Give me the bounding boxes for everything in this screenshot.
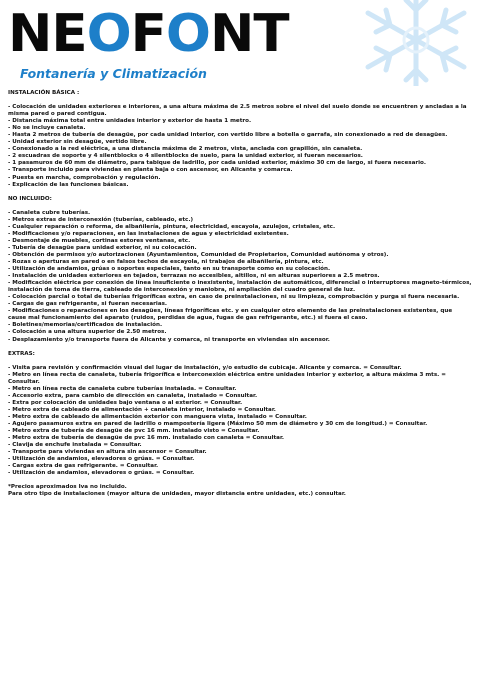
list-item: - No se incluye canaleta.: [8, 125, 86, 132]
list-item: - Modificaciones o reparaciones en los desagües, líneas frigoríficas etc. y en cualquier otro elemento de las preinstalaciones existentes, que cause mal funcionamiento del aparato (ruidos, perdidas de agua, fugas de gas refrigerante, etc.) si fuera el caso.: [8, 308, 453, 322]
list-item: - 1 pasamuros de 60 mm de diámetro, para tabique de ladrillo, por cada unidad exterior, máximo 30 cm de largo, si fuera necesario.: [8, 160, 426, 167]
note-line: *Precios aproximados Iva no incluido.: [8, 484, 127, 491]
section-extras: [8, 351, 472, 478]
list-item: - Explicación de las funciones básicas.: [8, 181, 129, 188]
list-item: - Colocación a una altura superior de 2.50 metros.: [8, 329, 167, 336]
list-item: - Metro extra de cableado de alimentación exterior con manguera vista, instalado = Consultar.: [8, 413, 307, 420]
list-item: - Rozas o aperturas en pared o en falsos techos de escayola, ni trabajos de albañilería, pintura, etc.: [8, 258, 324, 265]
quote-document: [8, 90, 472, 498]
list-item: - 2 escuadras de soporte y 4 silentblocks o 4 silentblocks de suelo, para la unidad exterior, si fueran necesarios.: [8, 153, 363, 160]
list-item: - Modificaciones y/o reparaciones, en las instalaciones de agua y electricidad existentes.: [8, 230, 289, 237]
section-title: INSTALACIÓN BÁSICA :: [8, 90, 80, 96]
snowflake-icon: [316, 0, 476, 86]
list-item: - Utilización de andamios, elevadores o grúas. = Consultar.: [8, 456, 195, 463]
section-title: NO INCLUIDO:: [8, 195, 52, 202]
list-item: - Agujero pasamuros extra en pared de ladrillo o mampostería ligera (Máximo 50 mm de diámetro y 30 cm de longitud.) = Consultar.: [8, 420, 428, 427]
list-item: - Metro en línea recta de canaleta, tubería frigorífica e interconexión eléctrica entre unidades interior y exterior, a altura máxima 3 mts. = Consultar.: [8, 371, 446, 385]
notes: [8, 484, 472, 498]
list-item: - Unidad exterior sin desagüe, vertido libre.: [8, 139, 147, 146]
section-not-included: [8, 196, 472, 344]
list-item: - Metro extra de tubería de desagüe de pvc 16 mm. instalado con canaleta = Consultar.: [8, 435, 285, 442]
list-item: - Hasta 2 metros de tubería de desagüe, por cada unidad interior, con vertido libre a botella o garrafa, sin conexionado a red de desagües.: [8, 132, 448, 139]
section-basic: [8, 90, 472, 189]
list-item: - Visita para revisión y confirmación visual del lugar de instalación, y/o estudio de cubicaje. Alicante y comarca. = Consultar.: [8, 364, 402, 371]
list-item: - Cargas de gas refrigerante, si fueran necesarias.: [8, 301, 168, 308]
list-item: - Utilización de andamios, grúas o soportes especiales, tanto en su transporte como en su colocación.: [8, 266, 331, 273]
list-item: - Distancia máxima total entre unidades interior y exterior de hasta 1 metro.: [8, 118, 252, 125]
list-item: - Obtención de permisos y/o autorizaciones (Ayuntamientos, Comunidad de Propietarios, Comunidad autónoma y otros).: [8, 251, 389, 258]
list-item: - Canaleta cubre tuberías.: [8, 209, 91, 216]
logo: [8, 4, 289, 64]
list-item: - Modificación eléctrica por conexión de línea insuficiente o inexistente, instalación de automáticos, diferencial o interruptores magneto-térmicos, instalación de toma de tierra, cableado de interconexión y maniobra, ni ampliación del cuadro general de luz.: [8, 280, 472, 294]
list-item: - Colocación de unidades exteriores e interiores, a una altura máxima de 2.5 metros sobre el nivel del suelo donde se encuentren y ancladas a la misma pared o pared contigua.: [8, 104, 467, 118]
list-item: - Colocación parcial o total de tuberías frigoríficas extra, en caso de preinstalaciones, ni su limpieza, comprobación y purga si fuera necesaria.: [8, 294, 460, 301]
list-item: - Accesorio extra, para cambio de dirección en canaleta, instalado = Consultar.: [8, 392, 258, 399]
list-item: - Metros extras de interconexión (tuberías, cableado, etc.): [8, 216, 194, 223]
list-item: - Transporte para viviendas en altura sin ascensor = Consultar.: [8, 449, 207, 456]
list-item: - Transporte incluido para viviendas en planta baja o con ascensor, en Alicante y comarca.: [8, 167, 293, 174]
list-item: - Puesta en marcha, comprobación y regulación.: [8, 174, 161, 181]
list-item: - Clavija de enchufe instalada = Consultar.: [8, 442, 142, 449]
list-item: - Conexionado a la red eléctrica, a una distancia máxima de 2 metros, vista, anclada con grapillón, sin canaleta.: [8, 146, 363, 153]
list-item: - Boletines/memorias/certificados de instalación.: [8, 322, 163, 329]
list-item: - Metro extra de cableado de alimentación + canaleta interior, instalado = Consultar.: [8, 406, 276, 413]
list-item: - Metro extra de tubería de desagüe de pvc 16 mm. instalado visto = Consultar.: [8, 428, 260, 435]
tagline: Fontanería y Climatización: [20, 66, 207, 81]
logo-text: NEOFONT: [8, 4, 289, 64]
list-item: - Instalación de unidades exteriores en tejados, terrazas no accesibles, altillos, ni en alturas superiores a 2.5 metros.: [8, 273, 380, 280]
list-item: - Utilización de andamios, elevadores o grúas. = Consultar.: [8, 470, 195, 477]
list-item: - Cualquier reparación o reforma, de albañilería, pintura, electricidad, escayola, azulejos, cristales, etc.: [8, 223, 336, 230]
note-line: Para otro tipo de instalaciones (mayor altura de unidades, mayor distancia entre unidades, etc.) consultar.: [8, 491, 346, 498]
list-item: - Extra por colocación de unidades bajo ventana o al exterior. = Consultar.: [8, 399, 243, 406]
list-item: - Tubería de desagüe para unidad exterior, ni su colocación.: [8, 244, 197, 251]
header: [0, 0, 480, 86]
list-item: - Metro en línea recta de canaleta cubre tuberías instalada. = Consultar.: [8, 385, 237, 392]
list-item: - Cargas extra de gas refrigerante. = Consultar.: [8, 463, 159, 470]
list-item: - Desmontaje de muebles, cortinas estores ventanas, etc.: [8, 237, 191, 244]
section-title: EXTRAS:: [8, 350, 35, 357]
list-item: - Desplazamiento y/o transporte fuera de Alicante y comarca, ni transporte en viviendas sin ascensor.: [8, 336, 330, 343]
